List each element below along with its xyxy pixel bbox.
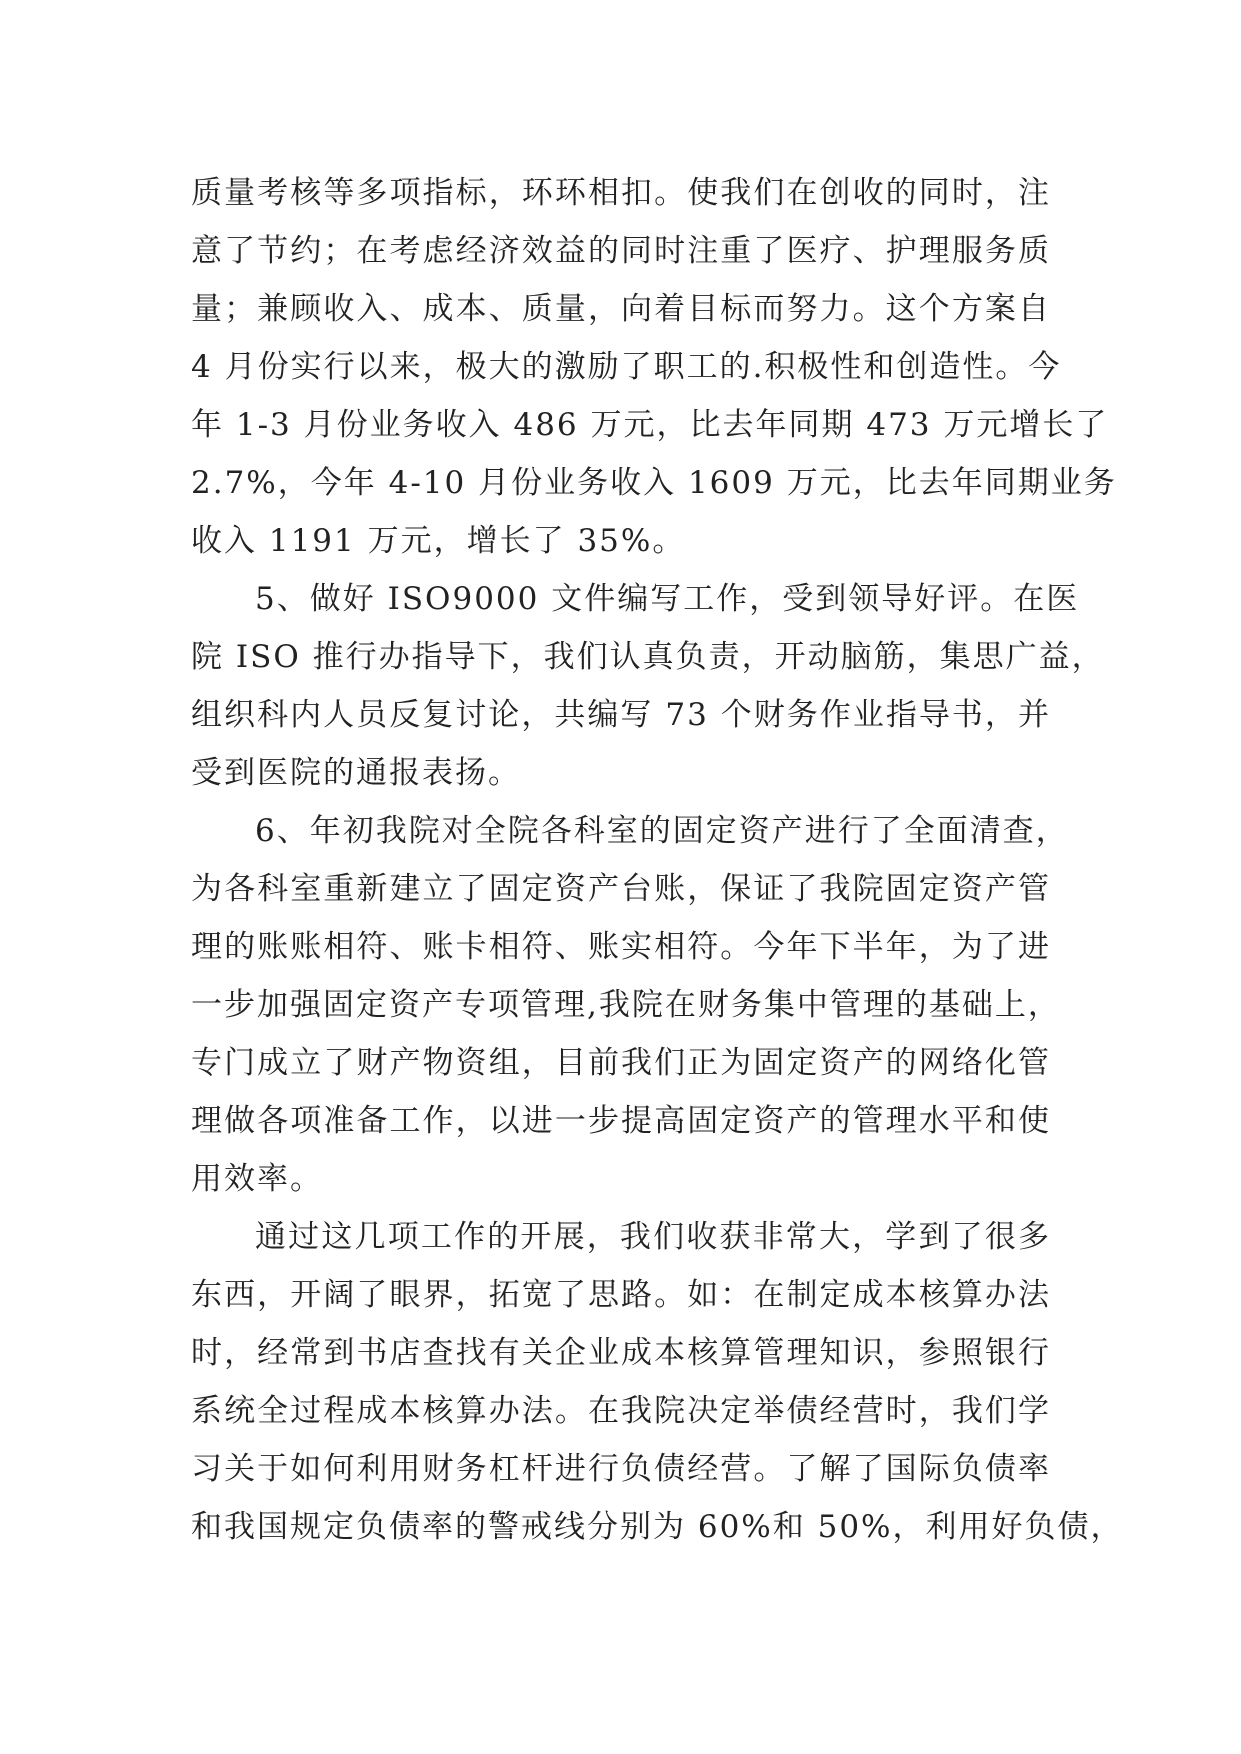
text-line: 受到医院的通报表扬。: [191, 755, 521, 791]
paragraph-1: [191, 164, 1117, 570]
document-page: [191, 164, 1124, 1556]
text-line: 理做各项准备工作，以进一步提高固定资产的管理水平和使: [191, 1103, 1051, 1139]
paragraph-3: [191, 802, 1069, 1208]
text-line: 收入 1191 万元，增长了 35%。: [191, 523, 686, 559]
text-line: 通过这几项工作的开展，我们收获非常大，学到了很多: [255, 1219, 1051, 1255]
text-line: 院 ISO 推行办指导下，我们认真负责，开动脑筋，集思广益，: [191, 639, 1105, 675]
text-line: 和我国规定负债率的警戒线分别为 60%和 50%，利用好负债，: [191, 1509, 1124, 1545]
text-line: 东西，开阔了眼界，拓宽了思路。如：在制定成本核算办法: [191, 1277, 1051, 1313]
text-line: 理的账账相符、账卡相符、账实相符。今年下半年，为了进: [191, 929, 1051, 965]
text-line: 量；兼顾收入、成本、质量，向着目标而努力。这个方案自: [191, 291, 1051, 327]
paragraph-4: [191, 1208, 1124, 1556]
text-line: 时，经常到书店查找有关企业成本核算管理知识，参照银行: [191, 1335, 1051, 1371]
text-line: 4 月份实行以来，极大的激励了职工的.积极性和创造性。今: [191, 349, 1062, 385]
text-line: 习关于如何利用财务杠杆进行负债经营。了解了国际负债率: [191, 1451, 1051, 1487]
text-line: 5、做好 ISO9000 文件编写工作，受到领导好评。在医: [255, 581, 1080, 617]
text-line: 系统全过程成本核算办法。在我院决定举债经营时，我们学: [191, 1393, 1051, 1429]
text-line: 用效率。: [191, 1161, 323, 1197]
paragraph-2: [191, 570, 1105, 802]
text-line: 意了节约；在考虑经济效益的同时注重了医疗、护理服务质: [191, 233, 1051, 269]
text-line: 质量考核等多项指标，环环相扣。使我们在创收的同时，注: [191, 175, 1051, 211]
text-line: 6、年初我院对全院各科室的固定资产进行了全面清查，: [255, 813, 1069, 849]
text-line: 年 1-3 月份业务收入 486 万元，比去年同期 473 万元增长了: [191, 407, 1109, 443]
text-line: 为各科室重新建立了固定资产台账，保证了我院固定资产管: [191, 871, 1051, 907]
text-line: 组织科内人员反复讨论，共编写 73 个财务作业指导书，并: [191, 697, 1051, 733]
text-line: 专门成立了财产物资组，目前我们正为固定资产的网络化管: [191, 1045, 1051, 1081]
text-line: 一步加强固定资产专项管理,我院在财务集中管理的基础上，: [191, 987, 1061, 1023]
text-line: 2.7%，今年 4-10 月份业务收入 1609 万元，比去年同期业务: [191, 465, 1117, 501]
